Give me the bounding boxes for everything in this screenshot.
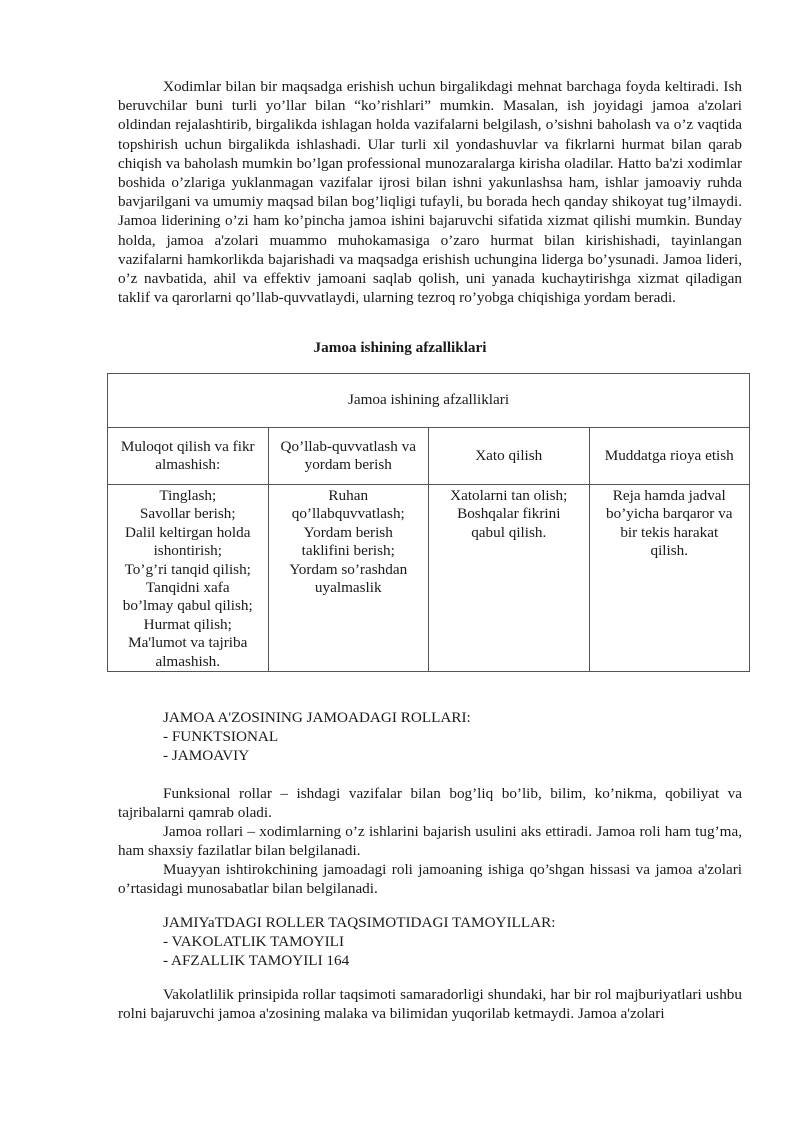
principles-list-item: - AFZALLIK TAMOYILI 164 (163, 952, 350, 970)
cell-line: Reja hamda jadval (612, 487, 726, 504)
roles-paragraph-team: Jamoa rollari – xodimlarning o’z ishlarini bajarish usulini aks ettiradi. Jamoa roli ham tug’ma, ham shaxsiy fazilatlar bilan belgilanadi. (118, 823, 742, 860)
cell-line: Hurmat qilish; (143, 615, 232, 633)
cell-line: bir tekis harakat (620, 523, 719, 541)
cell-line: To’g’ri tanqid qilish; (124, 560, 251, 578)
cell-line: almashish. (155, 652, 221, 670)
roles-list (163, 708, 743, 766)
cell-line: qilish. (650, 542, 689, 560)
intro-paragraph: Xodimlar bilan bir maqsadga erishish uchun birgalikdagi mehnat barchaga foyda keltiradi. Ish beruvchilar buni turli yo’llar bilan “ko’rishlari” mumkin. Masalan, ish joyidagi jamoa a'zolari oldindan rejalashtirib, birgalikda ishlagan holda vazifalarni belgilash, o’sishni baholash va o’z vaqtida topshirish uchun birgalikda ishlashadi. Ular turli xil yondashuvlar va fikrlarni hurmat bilan qarab chiqish va baholash mumkin bo’lgan professional munozaralarga kirisha oladilar. Hatto ba'zi xodimlar boshida o’zlariga yuklanmagan vazifalar ijrosi bilan ishni yakunlashsa ham, ishlar jamoaviy ruhda bavjarilgani va umumiy maqsad bilan bog’liqligi tufayli, bu borada hech qanday shikoyat tug’ilmaydi. Jamoa liderining o’zi ham ko’pincha jamoa ishini bajaruvchi sifatida xizmat qilishi mumkin. Bunday holda, jamoa a'zolari muammo muhokamasiga o’zaro hurmat bilan kirishishadi, tayinlangan vazifalarni hamkorlikda bajarishadi va maqsadga erishish uchungina liderga bo’ysunadi. Jamoa lideri, o’z navbatida, ahil va effektiv jamoani saqlab qolish, uni yanada kuchaytirishga xizmat qiladigan taklif va qarorlarni qo’llab-quvvatlaydi, ularning tezroq ro’yobga chiqishiga yordam beradi. (118, 78, 742, 307)
closing-paragraph: Vakolatlilik prinsipida rollar taqsimoti samaradorligi shundaki, har bir rol majburiyatlari ushbu rolni bajaruvchi jamoa a'zosining malaka va bilimidan yuqorilab ketmaydi. Jamoa a'zolari (118, 986, 742, 1023)
table-header-mistakes: Xato qilish (429, 428, 590, 485)
principles-list-title: JAMIYaTDAGI ROLLER TAQSIMOTIDAGI TAMOYILLAR: (163, 914, 556, 931)
cell-line: bo’yicha barqaror va (606, 505, 733, 523)
cell-line: ishontirish; (153, 542, 222, 560)
table-title: Jamoa ishining afzalliklari (108, 374, 750, 428)
section-heading: Jamoa ishining afzalliklari (313, 339, 487, 356)
cell-line: Ruhan (328, 487, 369, 504)
principles-list (163, 913, 743, 971)
table-header-communication: Muloqot qilish va fikr almashish: (108, 428, 269, 485)
table-cell-support (268, 485, 429, 672)
cell-line: Tinglash; (159, 487, 217, 504)
cell-line: Tanqidni xafa (145, 579, 230, 597)
cell-line: taklifini berish; (301, 542, 395, 560)
table-cell-mistakes (429, 485, 590, 672)
roles-paragraph-functional: Funksional rollar – ishdagi vazifalar bilan bog’liq bo’lib, bilim, ko’nikma, qobiliyat va tajribalarni qamrab oladi. (118, 785, 742, 822)
cell-line: Xatolarni tan olish; (450, 487, 568, 504)
cell-line: uyalmaslik (314, 579, 382, 597)
cell-line: Boshqalar fikrini (457, 505, 561, 523)
cell-line: qo’llabquvvatlash; (291, 505, 405, 523)
cell-line: Yordam so’rashdan (289, 560, 408, 578)
cell-line: qabul qilish. (471, 523, 547, 541)
roles-paragraph-participant: Muayyan ishtirokchining jamoadagi roli jamoaning ishiga qo’shgan hissasi va jamoa a'zolari o’rtasidagi munosabatlar bilan belgilanadi. (118, 861, 742, 898)
cell-line: bo’lmay qabul qilish; (122, 597, 253, 615)
roles-list-title: JAMOA A'ZOSINING JAMOADAGI ROLLARI: (163, 709, 471, 726)
roles-list-item: - FUNKTSIONAL (163, 728, 279, 746)
advantages-table (107, 373, 750, 672)
table-header-support: Qo’llab-quvvatlash va yordam berish (268, 428, 429, 485)
cell-line: Savollar berish; (139, 505, 236, 523)
table-header-deadlines: Muddatga rioya etish (589, 428, 750, 485)
cell-line: Ma'lumot va tajriba (128, 634, 248, 652)
principles-list-item: - VAKOLATLIK TAMOYILI (163, 933, 345, 951)
roles-list-item: - JAMOAVIY (163, 747, 250, 765)
cell-line: Yordam berish (303, 523, 393, 541)
table-cell-deadlines (589, 485, 750, 672)
table-cell-communication (108, 485, 269, 672)
cell-line: Dalil keltirgan holda (125, 523, 251, 541)
